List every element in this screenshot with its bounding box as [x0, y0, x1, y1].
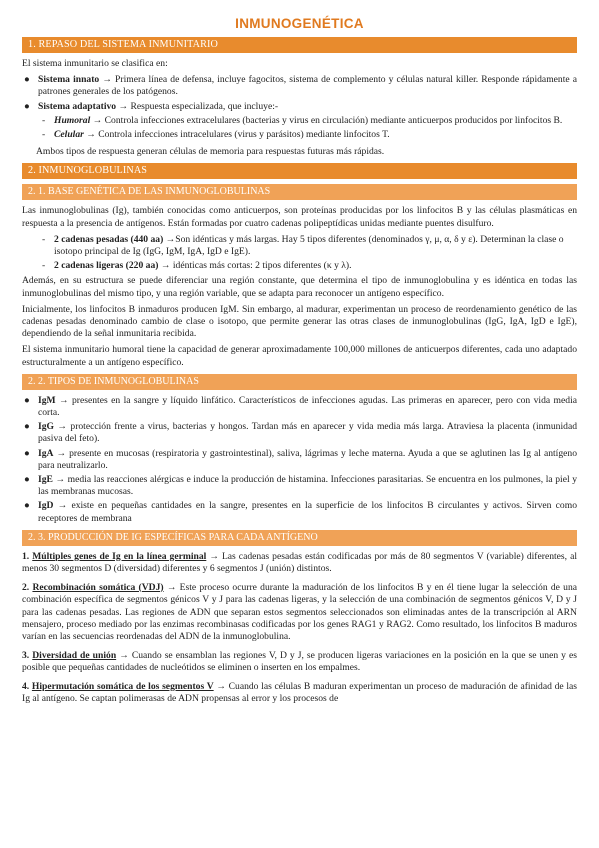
- dash-ligeras: - 2 cadenas ligeras (220 aa) → idénticas más cortas: 2 tipos diferentes (κ y λ).: [42, 260, 352, 272]
- humoral-text: → Controla infecciones extracelulares (bacterias y virus en circulación) mediante anticuerpos producidos por linfocitos B.: [90, 114, 563, 126]
- list-item: 1. Múltiples genes de Ig en la línea germinal → Las cadenas pesadas están codificadas por más de 80 segmentos V (variable) diferentes, al menos 30 segmentos D (diversidad) diferentes y 6 segmentos J (unión) distintos.: [22, 550, 577, 575]
- innato-text: → Primera línea de defensa, incluye fagocitos, sistema de complemento y células natural killer. Responde rápidamente a patrones generales de los patógenos.: [38, 74, 578, 98]
- adapt-label: Sistema adaptativo: [38, 100, 117, 112]
- list-item: ● IgA → presente en mucosas (respiratoria y gastrointestinal), saliva, lágrimas y leche materna. Ayuda a que se aglutinen las Ig al antígeno para neutralizarlo.: [24, 447, 577, 471]
- bullet-innato: [22, 74, 577, 98]
- s2-p2: Además, en su estructura se puede diferenciar una región constante, que determina el tipo de inmunoglobulina y es idéntica en todas las inmunoglobulinas del mismo tipo, y una región variable, que se adapta para reconocer un antígeno específico.: [22, 275, 577, 299]
- ig-types-list: [22, 395, 577, 525]
- list-item: ● IgD → existe en pequeñas cantidades en la sangre, presentes en la superficie de los linfocitos B circulantes y activos. Sirven como receptores de membrana: [24, 500, 577, 524]
- list-item: ● IgE → media las reacciones alérgicas e induce la producción de histamina. Infecciones parasitarias. Se encuentra en los pulmones, la piel y las membranas mucosas.: [24, 474, 577, 498]
- bullet-icon: ●: [24, 394, 30, 406]
- humoral-label: Humoral: [54, 114, 91, 126]
- bullet-icon: ●: [24, 474, 30, 486]
- bullet-icon: ●: [24, 447, 30, 459]
- ligeras-text: → idénticas más cortas: 2 tipos diferentes (κ y λ).: [158, 260, 352, 272]
- innato-label: Sistema innato: [38, 74, 100, 86]
- section-heading-2: 2. INMUNOGLOBULINAS: [22, 163, 577, 179]
- list-item: ● IgG → protección frente a virus, bacterias y hongos. Tardan más en aparecer y vida media más larga. Atraviesa la placenta (inmunidad pasiva del feto).: [24, 421, 577, 445]
- bullet-icon: ●: [24, 421, 30, 433]
- page-title: INMUNOGENÉTICA: [235, 16, 364, 31]
- s2-p3: Inicialmente, los linfocitos B inmaduros producen IgM. Sin embargo, al madurar, experimentan un proceso de reordenamiento genético de las cadenas pesadas denominado cambio de clase o isotopo, que permite generar las otras clases de inmunoglobulinas (IgG, IgA, IgD e IgE), dependiendo de la señal inmunitaria recibida.: [22, 303, 577, 340]
- s2-p1: Las inmunoglobulinas (Ig), también conocidas como anticuerpos, son proteínas producidas por los linfocitos B y las células plasmáticas en respuesta a la presencia de antígenos. Están formadas por cuatro cadenas polipeptídicas unidas mediante puentes disulfuro.: [22, 205, 577, 229]
- bullet-icon: ●: [24, 74, 30, 86]
- s2-p4: El sistema inmunitario humoral tiene la capacidad de generar aproximadamente 100,000 millones de anticuerpos diferentes, cada uno adaptado estructuralmente a un antígeno específico.: [22, 344, 577, 368]
- subsection-heading-2-1: 2. 1. BASE GENÉTICA DE LAS INMUNOGLOBULINAS: [22, 184, 577, 200]
- celular-text: → Controla infecciones intracelulares (virus y parásitos) mediante linfocitos T.: [83, 129, 390, 141]
- bullet-adaptativo: [22, 101, 577, 113]
- dash-humoral: - Humoral → Controla infecciones extracelulares (bacterias y virus en circulación) mediante anticuerpos producidos por linfocitos B.: [42, 114, 563, 126]
- production-list: [22, 551, 577, 705]
- pesadas-label: 2 cadenas pesadas (440 aa): [54, 233, 164, 245]
- s1-closing: Ambos tipos de respuesta generan células de memoria para respuestas futuras más rápidas.: [36, 146, 385, 158]
- bullet-icon: ●: [24, 100, 30, 112]
- list-item: 2. Recombinación somática (VDJ) → Este proceso ocurre durante la maduración de los linfocitos B y en él tiene lugar la selección de una combinación específica de segmentos génicos V y J para las cadenas ligeras, y la selección de una combinación de segmentos génicos V, D y J para las cadenas pesadas. Las regiones de ADN que separan estos segmentos seleccionados son eliminadas antes de la transcripción al ARN mensajero, proceso mediado por las enzimas recombinasas codificadas por los genes RAG1 y RAG2. Como resultado, los linfocitos B maduros varían en las secuencias reordenadas del ADN de la inmunoglobulina.: [22, 581, 578, 643]
- dash-celular: - Celular → Controla infecciones intracelulares (virus y parásitos) mediante linfocitos T.: [42, 129, 390, 141]
- ligeras-label: 2 cadenas ligeras (220 aa): [54, 260, 159, 272]
- subsection-heading-2-3: 2. 3. PRODUCCIÓN DE IG ESPECÍFICAS PARA CADA ANTÍGENO: [22, 530, 577, 546]
- adapt-text: → Respuesta especializada, que incluye:-: [116, 100, 279, 112]
- subsection-heading-2-2: 2. 2. TIPOS DE INMUNOGLOBULINAS: [22, 374, 577, 390]
- list-item: 4. Hipermutación somática de los segmentos V → Cuando las células B maduran experimentan un proceso de maduración de afinidad de las Ig al antígeno. Se captan polimerasas de ADN propensas al error y los procesos de: [22, 680, 577, 704]
- pesadas-text: →Son idénticas y más largas. Hay 5 tipos diferentes (denominados γ, μ, α, δ y ε). Determinan la clase o isotopo principal de Ig (IgG, IgM, IgA, IgD e IgE).: [54, 233, 564, 258]
- celular-label: Celular: [54, 129, 84, 141]
- section-heading-1: 1. REPASO DEL SISTEMA INMUNITARIO: [22, 37, 577, 53]
- bullet-icon: ●: [24, 500, 30, 512]
- s1-intro: El sistema inmunitario se clasifica en:: [22, 58, 168, 69]
- list-item: ● IgM → presentes en la sangre y líquido linfático. Característicos de infecciones agudas. Las primeras en aparecer, pero con vida media corta.: [24, 394, 577, 419]
- dash-pesadas: - 2 cadenas pesadas (440 aa) →Son idénticas y más largas. Hay 5 tipos diferentes (denominados γ, μ, α, δ y ε). Determinan la clase o isotopo principal de Ig (IgG, IgM, IgA, IgD e IgE).: [42, 233, 564, 258]
- list-item: 3. Diversidad de unión → Cuando se ensamblan las regiones V, D y J, se producen ligeras variaciones en la posición en la que se unen y es posible que pequeñas cantidades de nucleótidos se eliminen o inserten en los empalmes.: [22, 649, 578, 674]
